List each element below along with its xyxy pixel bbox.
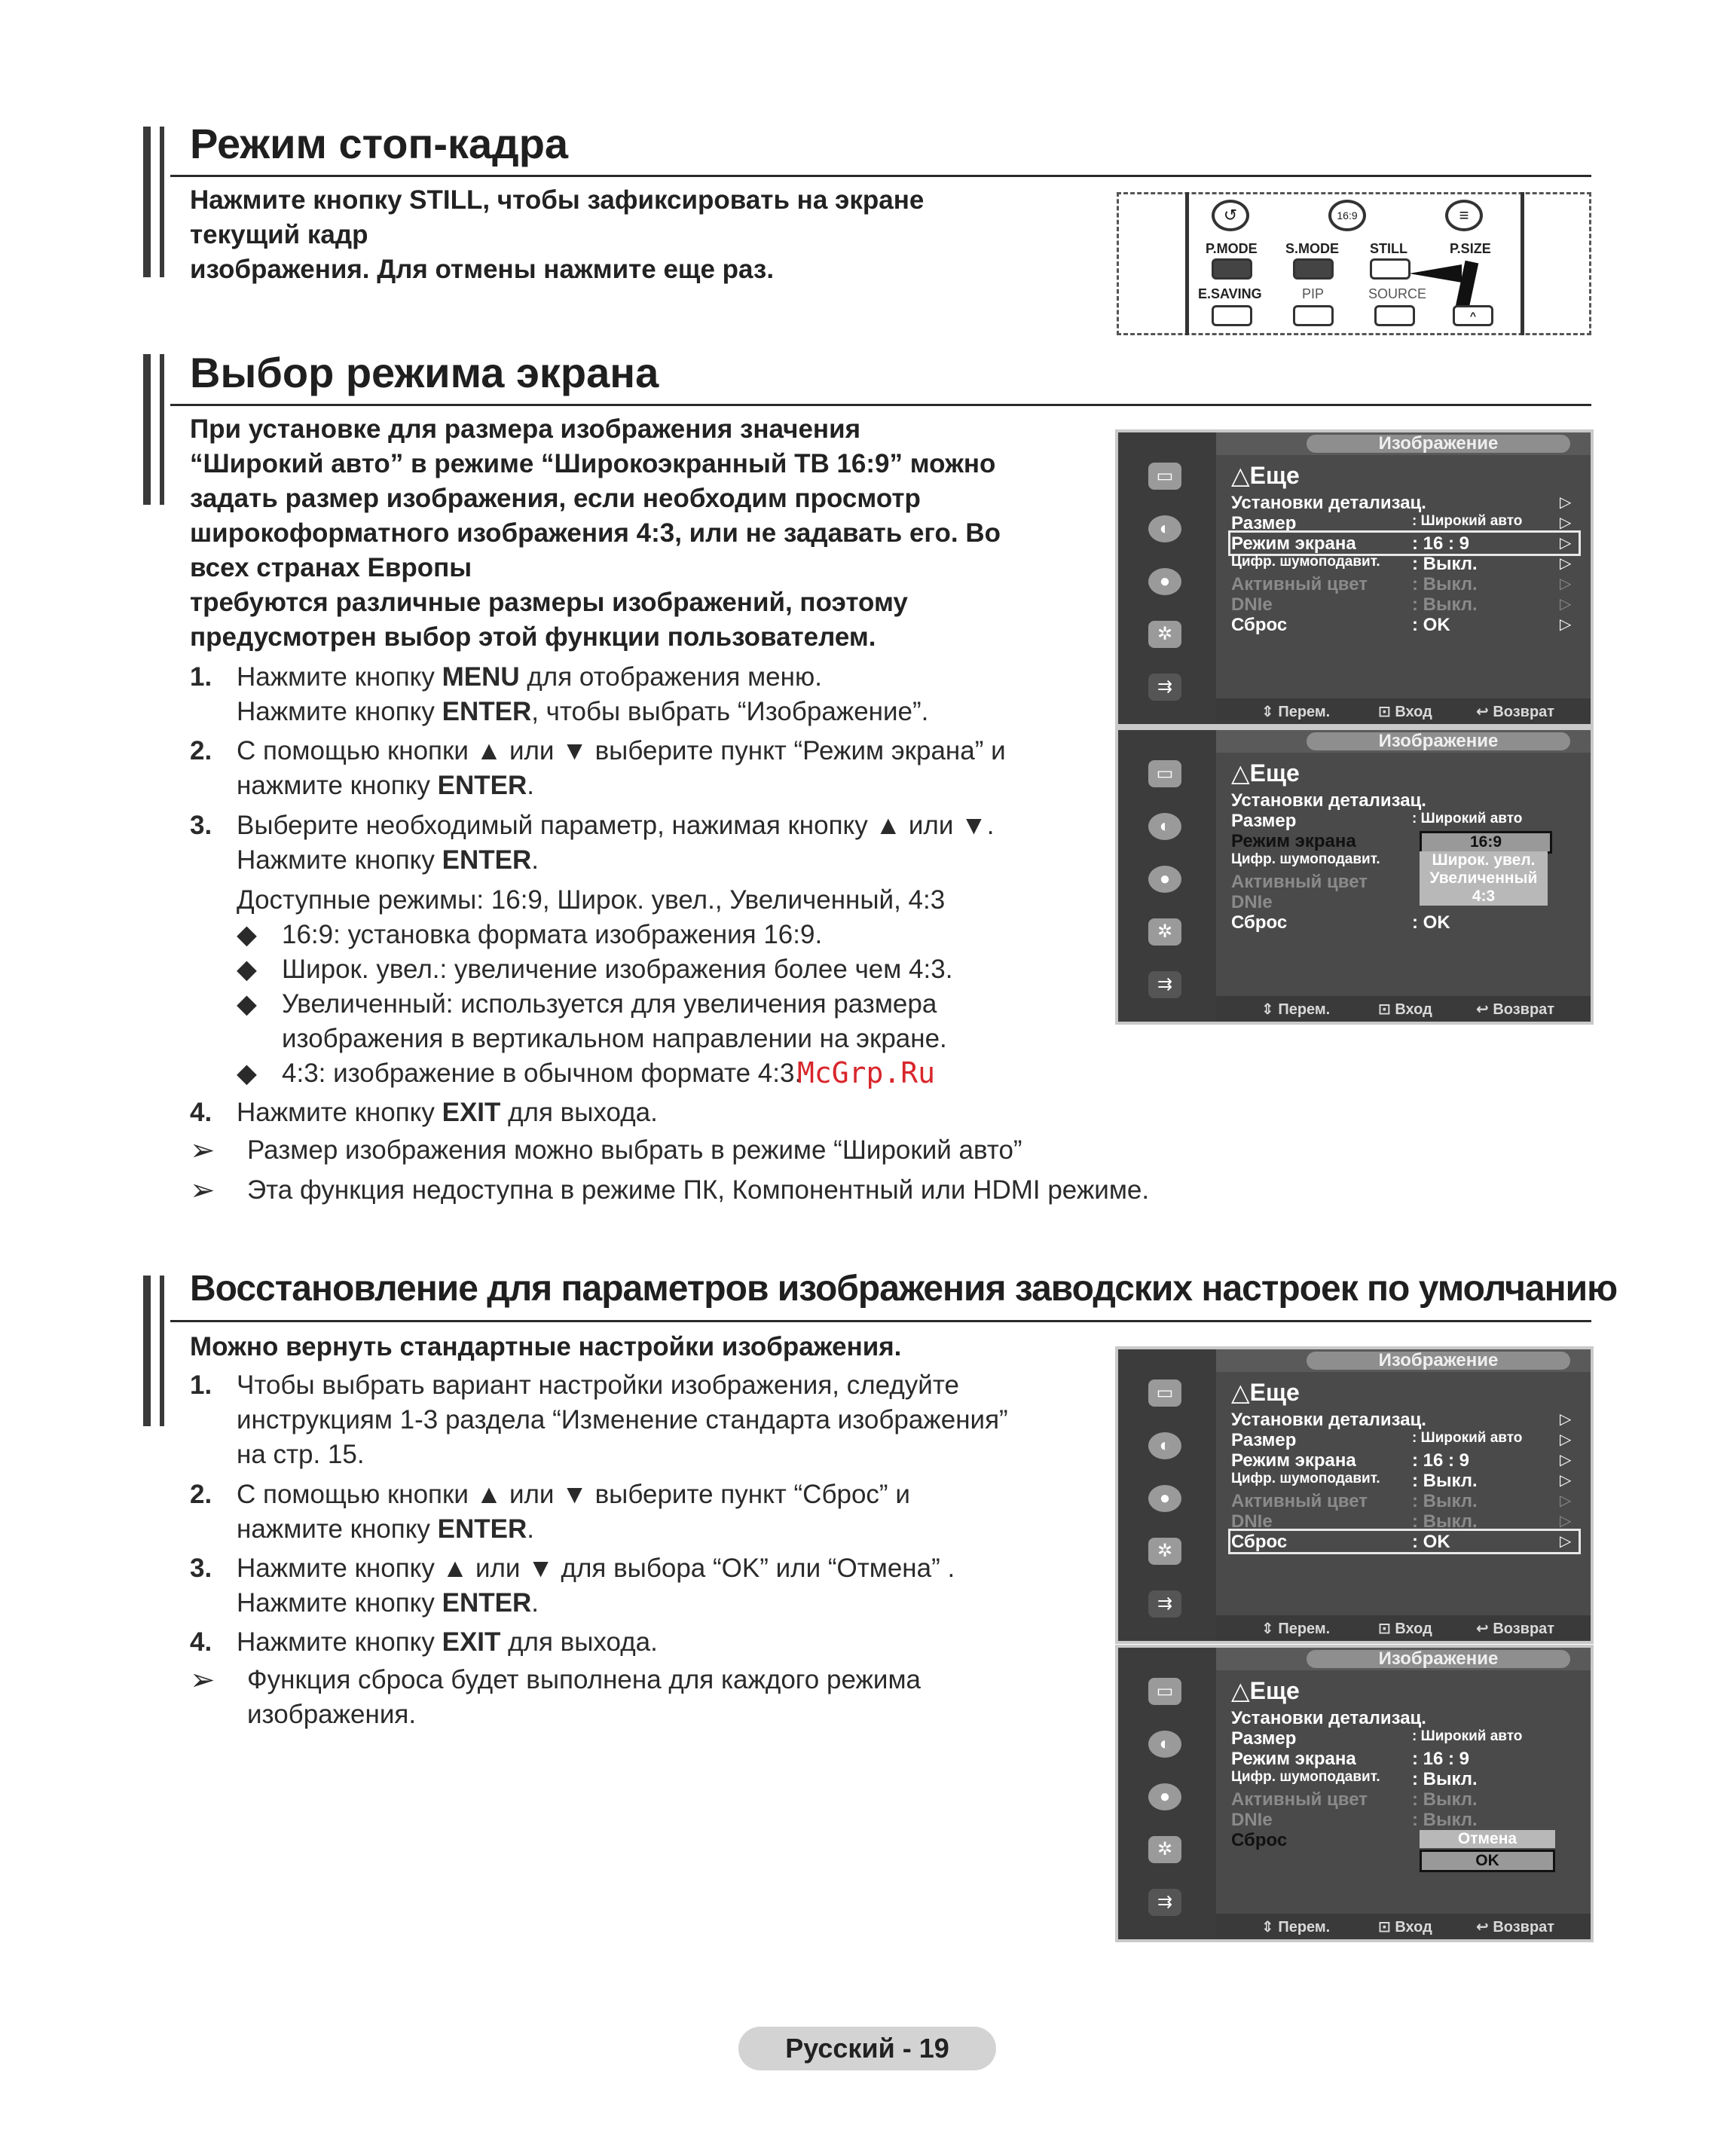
- pmode-button[interactable]: [1212, 258, 1252, 280]
- list-item: ◆ Увеличенный: используется для увеличения размера: [237, 989, 937, 1019]
- note: ➢ Эта функция недоступна в режиме ПК, Компонентный или HDMI режиме.: [190, 1174, 1150, 1207]
- screen-step-3: 3. Выберите необходимый параметр, нажимая кнопку ▲ или ▼. Нажмите кнопку ENTER.: [190, 808, 1132, 878]
- pointer-arrow-icon: [1409, 264, 1462, 283]
- picture-icon: ▭: [1148, 760, 1181, 787]
- menu-icon: ≡: [1445, 200, 1483, 231]
- still-intro-line2: текущий кадр: [190, 220, 368, 249]
- osd-row-selected: Сброс : OK ▷: [1231, 1532, 1578, 1551]
- osd-row: DNIe : Выкл. ▷: [1231, 1511, 1572, 1532]
- input-icon: ⇉: [1148, 1590, 1181, 1618]
- osd-row: Активный цвет : Выкл.: [1231, 1789, 1478, 1810]
- osd-row: Сброс : OK: [1231, 912, 1450, 933]
- input-icon: ⇉: [1148, 971, 1181, 998]
- osd-row: Активный цвет : Выкл. ▷: [1231, 1491, 1572, 1511]
- osd-row: Размер : Широкий авто ▷: [1231, 513, 1572, 533]
- reset-intro: Можно вернуть стандартные настройки изображения.: [190, 1332, 902, 1361]
- still-intro-line1: Нажмите кнопку STILL, чтобы зафиксировать на экране: [190, 185, 925, 215]
- dropdown-option[interactable]: Отмена: [1420, 1830, 1555, 1848]
- osd-reset-dropdown: [1115, 1645, 1594, 1942]
- sound-icon: ◐: [1148, 1432, 1181, 1459]
- picture-icon: ▭: [1148, 1678, 1181, 1705]
- screen-intro-line: всех странах Европы: [190, 553, 472, 582]
- osd-row: Цифр. шумоподавит.: [1231, 851, 1380, 867]
- osd-tab: Изображение: [1307, 1650, 1570, 1668]
- dropdown-option[interactable]: Широк. увел.: [1420, 851, 1548, 869]
- dropdown-option[interactable]: 16:9: [1420, 831, 1552, 854]
- step-number: 1.: [190, 662, 212, 692]
- list-item: ◆ 4:3: изображение в обычном формате 4:3.: [237, 1059, 802, 1088]
- reset-step-2: 2. С помощью кнопки ▲ или ▼ выберите пункт “Сброс” и нажмите кнопку ENTER.: [190, 1480, 910, 1544]
- input-icon: ⇉: [1148, 674, 1181, 701]
- setup-icon: ✲: [1148, 918, 1181, 946]
- osd-row: Установки детализац.: [1231, 1708, 1426, 1728]
- screen-intro-line: требуются различные размеры изображений, поэтому: [190, 588, 908, 617]
- section-title-screen: Выбор режима экрана: [190, 349, 659, 396]
- section-title-still: Режим стоп-кадра: [190, 120, 569, 167]
- osd-more: △Еще: [1231, 1677, 1300, 1704]
- osd-row: Цифр. шумоподавит. : Выкл.: [1231, 1769, 1478, 1789]
- osd-row: Установки детализац. ▷: [1231, 493, 1572, 513]
- osd-row: Цифр. шумоподавит. : Выкл. ▷: [1231, 1471, 1572, 1491]
- dropdown-option[interactable]: 4:3: [1420, 888, 1548, 906]
- osd-footer: ⇕ Перем. ⊡ Вход ↩ Возврат: [1216, 1914, 1594, 1939]
- picture-icon: ▭: [1148, 1379, 1181, 1407]
- reset-step-1: 1. Чтобы выбрать вариант настройки изображения, следуйте инструкциям 1-3 раздела “Изменение стандарта изображения” на стр. 15.: [190, 1370, 1008, 1469]
- page-number: Русский - 19: [738, 2027, 996, 2070]
- still-button[interactable]: [1370, 258, 1410, 280]
- section-marker: [143, 1276, 151, 1426]
- screen-intro-line: “Широкий авто” в режиме “Широкоэкранный ТВ 16:9” можно: [190, 449, 996, 478]
- osd-screen-mode-select: [1115, 429, 1594, 727]
- pip-label: PIP: [1302, 286, 1325, 301]
- section-marker: [143, 354, 151, 505]
- osd-row: DNIe: [1231, 892, 1273, 912]
- osd-row: DNIe : Выкл. ▷: [1231, 594, 1572, 615]
- channel-icon: ●: [1148, 568, 1181, 595]
- pip-button[interactable]: [1293, 305, 1334, 326]
- osd-reset-select: [1115, 1346, 1594, 1644]
- section-rule: [170, 1320, 1591, 1322]
- screen-intro-line: задать размер изображения, если необходим просмотр: [190, 484, 921, 513]
- osd-row: Установки детализац. ▷: [1231, 1410, 1572, 1430]
- setup-icon: ✲: [1148, 1538, 1181, 1565]
- return-icon: ↺: [1212, 200, 1249, 231]
- screen-step-2: 2. С помощью кнопки ▲ или ▼ выберите пункт “Режим экрана” и нажмите кнопку ENTER.: [190, 734, 1132, 803]
- osd-more: △Еще: [1231, 759, 1300, 787]
- channel-icon: ●: [1148, 1783, 1181, 1810]
- osd-row: Установки детализац.: [1231, 790, 1426, 811]
- section-rule: [170, 175, 1591, 177]
- osd-row: Размер : Широкий авто: [1231, 811, 1523, 831]
- osd-row: Размер : Широкий авто ▷: [1231, 1430, 1572, 1450]
- sound-icon: ◐: [1148, 1731, 1181, 1758]
- osd-row: Цифр. шумоподавит. : Выкл. ▷: [1231, 554, 1572, 574]
- osd-row: DNIe : Выкл.: [1231, 1810, 1478, 1830]
- setup-icon: ✲: [1148, 621, 1181, 648]
- source-button[interactable]: [1374, 305, 1415, 326]
- reset-step-3: 3. Нажмите кнопку ▲ или ▼ для выбора “OK” или “Отмена” . Нажмите кнопку ENTER.: [190, 1554, 955, 1618]
- still-label: STILL: [1370, 241, 1407, 256]
- still-intro-line3: изображения. Для отмены нажмите еще раз.: [190, 255, 775, 284]
- channel-up-button[interactable]: ^: [1453, 305, 1493, 326]
- osd-row: Режим экрана : 16 : 9: [1231, 1749, 1470, 1769]
- input-icon: ⇉: [1148, 1889, 1181, 1916]
- reset-step-4: 4. Нажмите кнопку EXIT для выхода.: [190, 1627, 658, 1657]
- picture-icon: ▭: [1148, 463, 1181, 490]
- source-label: SOURCE: [1368, 286, 1427, 301]
- remote-body: [1185, 192, 1524, 335]
- sound-icon: ◐: [1148, 515, 1181, 542]
- osd-tab: Изображение: [1307, 732, 1570, 750]
- osd-tab: Изображение: [1307, 1352, 1570, 1370]
- smode-label: S.MODE: [1285, 241, 1340, 256]
- osd-row: Размер : Широкий авто: [1231, 1728, 1523, 1749]
- osd-footer: ⇕ Перем. ⊡ Вход ↩ Возврат: [1216, 1615, 1594, 1641]
- list-item: изображения в вертикальном направлении на экране.: [282, 1024, 947, 1053]
- screen-intro-line: предусмотрен выбор этой функции пользователем.: [190, 622, 876, 652]
- osd-more: △Еще: [1231, 462, 1300, 489]
- psize-label: P.SIZE: [1450, 241, 1491, 256]
- dropdown-option[interactable]: Увеличенный: [1420, 869, 1548, 888]
- watermark: McGrp.Ru: [797, 1056, 936, 1089]
- available-modes: Доступные режимы: 16:9, Широк. увел., Увеличенный, 4:3: [237, 885, 946, 915]
- osd-screen-mode-dropdown: [1115, 727, 1594, 1025]
- step-number: 2.: [190, 736, 212, 765]
- channel-icon: ●: [1148, 1485, 1181, 1512]
- dropdown-option[interactable]: OK: [1420, 1850, 1555, 1872]
- osd-row: Режим экрана : 16 : 9 ▷: [1231, 1450, 1572, 1471]
- step-number: 3.: [190, 811, 212, 840]
- osd-row-selected: Режим экрана: [1231, 831, 1356, 851]
- section-marker: [143, 127, 151, 277]
- section-title-reset: Восстановление для параметров изображения заводских настроек по умолчанию: [190, 1269, 1618, 1309]
- channel-icon: ●: [1148, 866, 1181, 893]
- remote-illustration: [1117, 192, 1591, 335]
- section-marker: [160, 354, 164, 505]
- section-marker: [160, 1276, 164, 1426]
- screen-step-1: 1. Нажмите кнопку MENU для отображения меню. Нажмите кнопку ENTER, чтобы выбрать “Изображение”.: [190, 660, 1094, 729]
- smode-button[interactable]: [1293, 258, 1334, 280]
- esaving-label: E.SAVING: [1198, 286, 1262, 301]
- note: ➢ Функция сброса будет выполнена для каждого режима изображения.: [190, 1664, 921, 1729]
- list-item: ◆ Широк. увел.: увеличение изображения более чем 4:3.: [237, 955, 953, 984]
- esaving-button[interactable]: [1212, 305, 1252, 326]
- osd-row: Активный цвет : Выкл. ▷: [1231, 574, 1572, 594]
- osd-row: Активный цвет: [1231, 872, 1368, 892]
- section-marker: [160, 127, 164, 277]
- osd-footer: ⇕ Перем. ⊡ Вход ↩ Возврат: [1216, 698, 1594, 724]
- sound-icon: ◐: [1148, 813, 1181, 840]
- screen-intro-line: При установке для размера изображения значения: [190, 414, 861, 444]
- osd-footer: ⇕ Перем. ⊡ Вход ↩ Возврат: [1216, 996, 1594, 1022]
- osd-tab: Изображение: [1307, 435, 1570, 453]
- note: ➢ Размер изображения можно выбрать в режиме “Широкий авто”: [190, 1134, 1022, 1167]
- aspect-icon: 16:9: [1328, 200, 1366, 231]
- osd-row-selected: Сброс: [1231, 1830, 1288, 1850]
- section-rule: [170, 404, 1591, 406]
- list-item: ◆ 16:9: установка формата изображения 16:9.: [237, 920, 823, 949]
- osd-row-selected: Режим экрана : 16 : 9 ▷: [1231, 533, 1578, 553]
- osd-more: △Еще: [1231, 1379, 1300, 1406]
- screen-step-4: 4. Нажмите кнопку EXIT для выхода.: [190, 1098, 658, 1127]
- setup-icon: ✲: [1148, 1836, 1181, 1863]
- pmode-label: P.MODE: [1206, 241, 1258, 256]
- osd-row: Сброс : OK ▷: [1231, 615, 1572, 635]
- screen-intro-line: широкоформатного изображения 4:3, или не задавать его. Во: [190, 518, 1001, 548]
